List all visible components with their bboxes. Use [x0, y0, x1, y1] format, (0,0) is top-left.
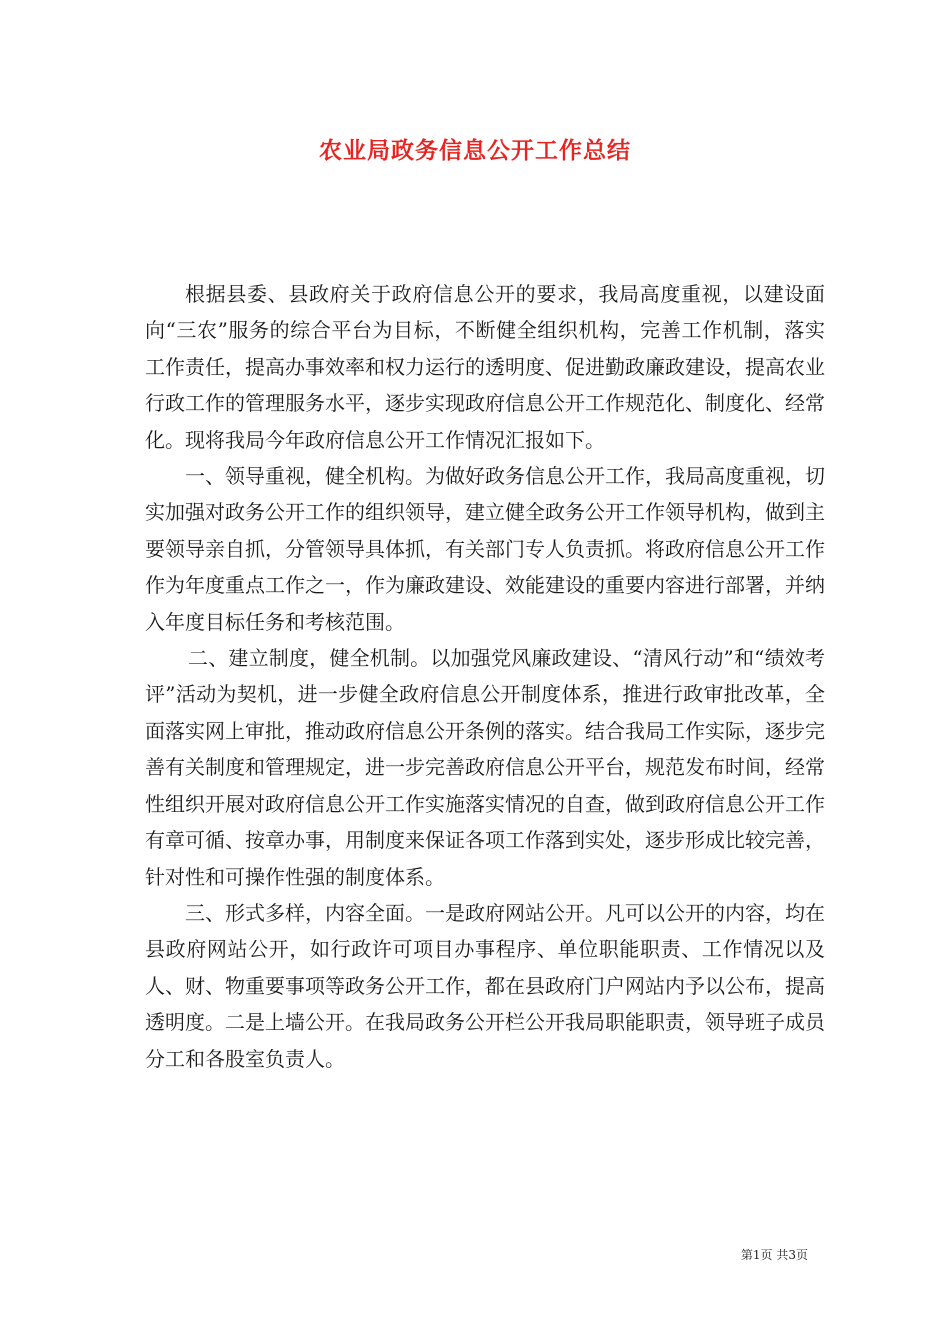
page-number-footer: 第1页 共3页 — [740, 1248, 808, 1262]
paragraph-section-1: 一、领导重视，健全机构。为做好政务信息公开工作，我局高度重视，切实加强对政务公开工作的组织领导，建立健全政务公开工作领导机构，做到主要领导亲自抓，分管领导具体抓，有关部门专人负责抓。将政府信息公开工作作为年度重点工作之一，作为廉政建设、效能建设的重要内容进行部署，并纳入年度目标任务和考核范围。 — [145, 464, 825, 634]
document-body — [145, 276, 825, 1077]
paragraph-intro: 根据县委、县政府关于政府信息公开的要求，我局高度重视，以建设面向“三农”服务的综合平台为目标，不断健全组织机构，完善工作机制，落实工作责任，提高办事效率和权力运行的透明度、促进勤政廉政建设，提高农业行政工作的管理服务水平，逐步实现政府信息公开工作规范化、制度化、经常化。现将我局今年政府信息公开工作情况汇报如下。 — [145, 282, 825, 452]
paragraph-section-2: 二、建立制度，健全机制。以加强党风廉政建设、“清风行动”和“绩效考评”活动为契机，进一步健全政府信息公开制度体系，推进行政审批改革，全面落实网上审批，推动政府信息公开条例的落实。结合我局工作实际，逐步完善有关制度和管理规定，进一步完善政府信息公开平台，规范发布时间，经常性组织开展对政府信息公开工作实施落实情况的自查，做到政府信息公开工作有章可循、按章办事，用制度来保证各项工作落到实处，逐步形成比较完善，针对性和可操作性强的制度体系。 — [145, 646, 825, 889]
document-title: 农业局政务信息公开工作总结 — [319, 137, 631, 164]
paragraph-section-3: 三、形式多样，内容全面。一是政府网站公开。凡可以公开的内容，均在县政府网站公开，如行政许可项目办事程序、单位职能职责、工作情况以及人、财、物重要事项等政务公开工作，都在县政府门户网站内予以公布，提高透明度。二是上墙公开。在我局政务公开栏公开我局职能职责，领导班子成员分工和各股室负责人。 — [145, 900, 825, 1071]
